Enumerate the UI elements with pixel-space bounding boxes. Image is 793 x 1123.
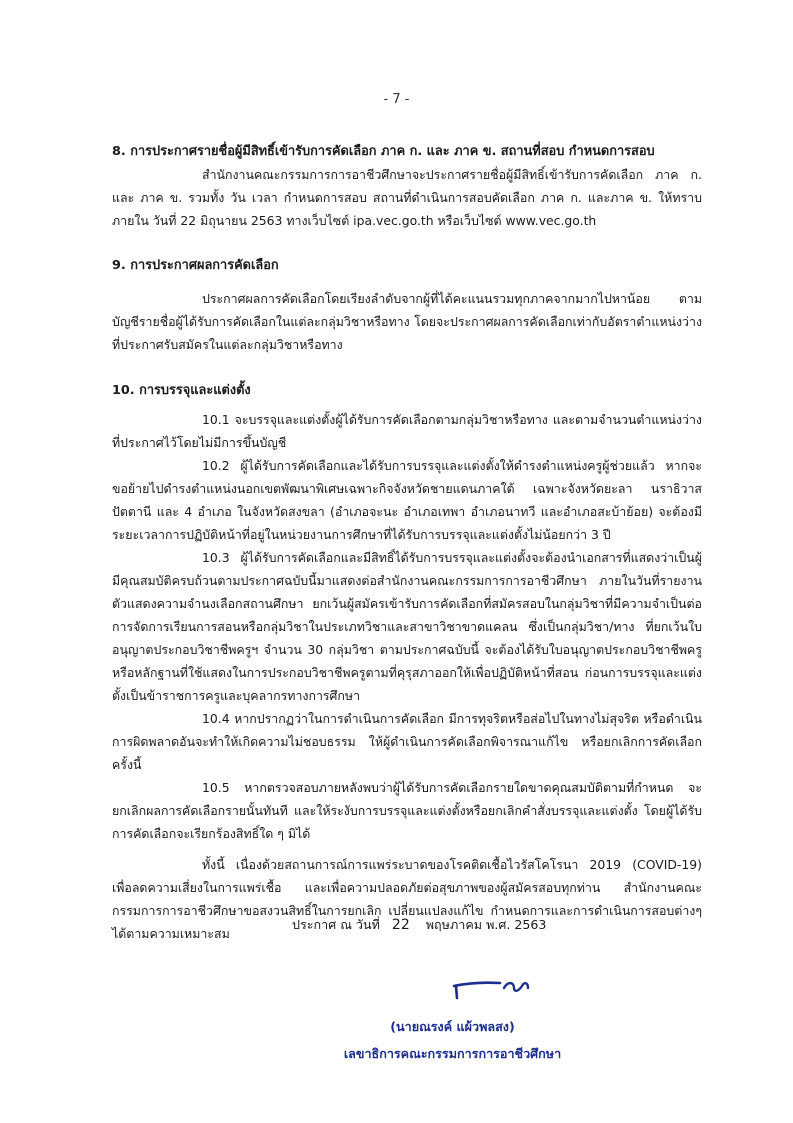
page-number: - 7 - (383, 92, 410, 107)
section-10-4: 10.4 หากปรากฏว่าในการดำเนินการคัดเลือก มีการทุจริตหรือส่อไปในทางไม่สุจริต หรือดำเนินการผิดพลาดอันจะทำให้เกิดความไม่ชอบธรรม ให้ผู้ดำเนินการคัดเลือกพิจารณาแก้ไข หรือยกเลิกการคัดเลือกครั้งนี้ (112, 711, 702, 772)
section-8-body: สำนักงานคณะกรรมการการอาชีวศึกษาจะประกาศรายชื่อผู้มีสิทธิ์เข้ารับการคัดเลือก ภาค ก. และ ภาค ข. รวมทั้ง วัน เวลา กำหนดการสอบ สถานที่ดำเนินการสอบคัดเลือก ภาค ก. และภาค ข. ให้ทราบภายใน วันที่ 22 มิถุนายน 2563 ทางเว็บไซต์ ipa.vec.go.th หรือเว็บไซต์ www.vec.go.th (112, 167, 702, 228)
section-10-3: 10.3 ผู้ได้รับการคัดเลือกและมีสิทธิ์ได้รับการบรรจุและแต่งตั้งจะต้องนำเอกสารที่แสดงว่าเป็นผู้มีคุณสมบัติครบถ้วนตามประกาศฉบับนี้มาแสดงต่อสำนักงานคณะกรรมการการอาชีวศึกษา ภายในวันที่รายงานตัวแสดงความจำนงเลือกสถานศึกษา ยกเว้นผู้สมัครเข้ารับการคัดเลือกที่สมัครสอบในกลุ่มวิชาที่มีความจำเป็นต่อการจัดการเรียนการสอนหรือกลุ่มวิชาในประเภทวิชาและสาขาวิชาขาดแคลน ซึ่งเป็นกลุ่มวิชา/ทาง ที่ยกเว้นใบอนุญาตประกอบวิชาชีพครูฯ จำนวน 30 กลุ่มวิชา ตามประกาศฉบับนี้ จะต้องได้รับใบอนุญาตประกอบวิชาชีพครู หรือหลักฐานที่ใช้แสดงในการประกอบวิชาชีพครูตามที่คุรุสภาออกให้เพื่อปฏิบัติหน้าที่สอน ก่อนการบรรจุและแต่งตั้งเป็นข้าราชการครูและบุคลากรทางการศึกษา (112, 550, 702, 703)
section-8 (112, 140, 702, 232)
signature (448, 972, 538, 1002)
section-9-body: ประกาศผลการคัดเลือกโดยเรียงลำดับจากผู้ที่ได้คะแนนรวมทุกภาคจากมากไปหาน้อย ตามบัญชีรายชื่อผู้ได้รับการคัดเลือกในแต่ละกลุ่มวิชาหรือทาง โดยจะประกาศผลการคัดเลือกเท่ากับอัตราตำแหน่งว่างที่ประกาศรับสมัครในแต่ละกลุ่มวิชาหรือทาง (112, 291, 702, 352)
section-10-1: 10.1 จะบรรจุและแต่งตั้งผู้ได้รับการคัดเลือกตามกลุ่มวิชาหรือทาง และตามจำนวนตำแหน่งว่างที่ประกาศไว้โดยไม่มีการขึ้นบัญชี (112, 412, 702, 450)
signer-title: เลขาธิการคณะกรรมการการอาชีวศึกษา (343, 1046, 562, 1061)
document-body (112, 140, 702, 945)
signer-name: (นายณรงค์ แผ้วพลสง) (390, 1019, 515, 1034)
section-10-2: 10.2 ผู้ได้รับการคัดเลือกและได้รับการบรรจุและแต่งตั้งให้ดำรงตำแหน่งครูผู้ช่วยแล้ว หากจะขอย้ายไปดำรงตำแหน่งนอกเขตพัฒนาพิเศษเฉพาะกิจจังหวัดชายแดนภาคใต้ เฉพาะจังหวัดยะลา นราธิวาส ปัตตานี และ 4 อำเภอ ในจังหวัดสงขลา (อำเภอจะนะ อำเภอเทพา อำเภอนาทวี และอำเภอสะบ้าย้อย) จะต้องมีระยะเวลาการปฏิบัติหน้าที่อยู่ในหน่วยงานการศึกษาที่ได้รับการบรรจุและแต่งตั้งไม่น้อยกว่า 3 ปี (112, 458, 702, 542)
announcement-month-year: พฤษภาคม พ.ศ. 2563 (425, 917, 547, 932)
section-9 (112, 254, 702, 356)
section-9-heading: 9. การประกาศผลการคัดเลือก (112, 258, 279, 273)
closing-paragraph: ทั้งนี้ เนื่องด้วยสถานการณ์การแพร่ระบาดของโรคติดเชื้อไวรัสโคโรนา 2019 (COVID-19) เพื่อลดความเสี่ยงในการแพร่เชื้อ และเพื่อความปลอดภัยต่อสุขภาพของผู้สมัครสอบทุกท่าน สำนักงานคณะกรรมการการอาชีวศึกษาขอสงวนสิทธิ์ในการยกเลิก เปลี่ยนแปลงแก้ไข กำหนดการและการดำเนินการสอบต่างๆ ได้ตามความเหมาะสม (112, 857, 702, 941)
section-10-5: 10.5 หากตรวจสอบภายหลังพบว่าผู้ได้รับการคัดเลือกรายใดขาดคุณสมบัติตามที่กำหนด จะยกเลิกผลการคัดเลือกรายนั้นทันที และให้ระงับการบรรจุและแต่งตั้งหรือยกเลิกคำสั่งบรรจุและแต่งตั้ง โดยผู้ได้รับการคัดเลือกจะเรียกร้องสิทธิ์ใด ๆ มิได้ (112, 780, 702, 841)
announcement-prefix: ประกาศ ณ วันที่ (292, 917, 380, 932)
section-10-heading: 10. การบรรจุและแต่งตั้ง (112, 383, 251, 398)
announcement-date (292, 915, 546, 935)
section-8-heading: 8. การประกาศรายชื่อผู้มีสิทธิ์เข้ารับการคัดเลือก ภาค ก. และ ภาค ข. สถานที่สอบ กำหนดการสอบ (112, 144, 655, 159)
announcement-day: 22 (391, 917, 410, 933)
section-10 (112, 379, 702, 845)
